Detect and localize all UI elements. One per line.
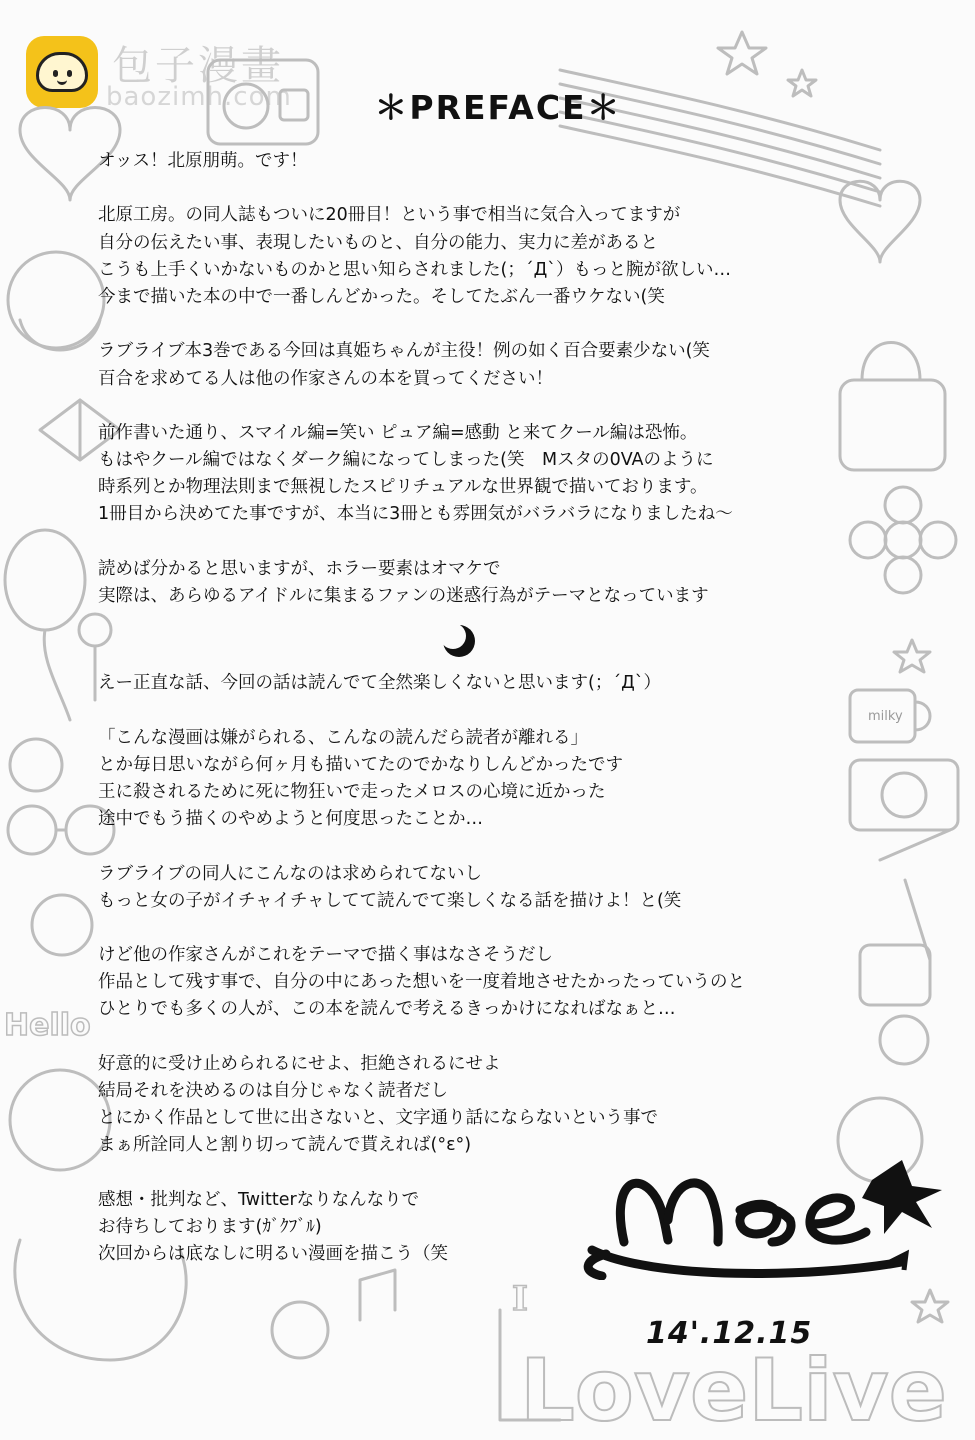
- paragraph-gap: [98, 529, 838, 556]
- text-line: こうも上手くいかないものかと思い知らされました(；´Д`）もっと腕が欲しい…: [98, 259, 731, 280]
- text-line: 「こんな漫画は嫌がられる、こんなの読んだら読者が離れる」: [98, 727, 588, 748]
- crescent-moon-icon: [442, 624, 476, 658]
- text-line: お待ちしております(ｶﾞｸﾌﾞﾙ): [98, 1216, 322, 1237]
- text-line: 好意的に受け止められるにせよ、拒絶されるにせよ: [98, 1053, 501, 1074]
- text-line: 実際は、あらゆるアイドルに集まるファンの迷惑行為がテーマとなっています: [98, 586, 709, 606]
- moon-divider: [98, 610, 838, 670]
- paragraph-gap: [98, 175, 838, 202]
- signature-date: 14'.12.15: [646, 1316, 813, 1351]
- text-line: 時系列とか物理法則まで無視したスピリチュアルな世界観で描いております。: [98, 477, 708, 498]
- preface-body: [98, 148, 838, 1268]
- text-line: けど他の作家さんがこれをテーマで描く事はなさそうだし: [98, 945, 553, 966]
- text-line: ラブライブの同人にこんなのは求められてないし: [98, 863, 482, 884]
- text-line: 作品として残す事で、自分の中にあった想いを一度着地させたかったっていうのと: [98, 972, 745, 993]
- watermark-url[interactable]: baozimh.com: [106, 82, 292, 112]
- doodle-hello-text: Hello: [4, 1008, 91, 1043]
- paragraph-gap: [98, 833, 838, 860]
- text-line: 王に殺されるために死に物狂いで走ったメロスの心境に近かった: [98, 781, 606, 802]
- doodle-milky-text: milky: [868, 709, 903, 724]
- text-line: 感想・批判など、Twitterなりなんなりで: [98, 1189, 420, 1210]
- text-line: 途中でもう描くのやめようと何度思ったことか…: [98, 809, 483, 830]
- text-line: とにかく作品として世に出さないと、文字通り話にならないという事で: [98, 1108, 658, 1129]
- paragraph-gap: [98, 1024, 838, 1051]
- watermark-title: 包子漫畫: [112, 43, 284, 89]
- text-line: まぁ所詮同人と割り切って読んで貰えれば(°ε°): [98, 1135, 472, 1156]
- text-line: 今まで描いた本の中で一番しんどかった。そしてたぶん一番ウケない(笑: [98, 286, 665, 307]
- text-line: 結局それを決めるのは自分じゃなく読者だし: [98, 1081, 448, 1101]
- text-line: ラブライブ本3巻である今回は真姫ちゃんが主役！例の如く百合要素少ない(笑: [98, 341, 710, 362]
- text-line: もっと女の子がイチャイチャしてて読んでて楽しくなる話を描けよ！と(笑: [98, 890, 682, 911]
- paragraph-gap: [98, 393, 838, 420]
- text-line: 自分の伝えたい事、表現したいものと、自分の能力、実力に差があると: [98, 232, 658, 253]
- text-line: 次回からは底なしに明るい漫画を描こう（笑: [98, 1244, 448, 1265]
- text-line: 1冊目から決めてた事ですが、本当に3冊とも雰囲気がバラバラになりましたね～: [98, 504, 733, 525]
- text-line: オッス！北原朋萌。です！: [98, 151, 308, 171]
- text-line: とか毎日思いながら何ヶ月も描いてたのでかなりしんどかったです: [98, 754, 623, 775]
- text-line: もはやクール編ではなくダーク編になってしまった(笑 Mスタの0VAのように: [98, 450, 714, 471]
- text-line: 北原工房。の同人誌もついに20冊目！という事で相当に気合入ってますが: [98, 205, 681, 226]
- text-line: ひとりでも多くの人が、この本を読んで考えるきっかけになればなぁと…: [98, 999, 676, 1020]
- text-line: 前作書いた通り、スマイル編=笑い ピュア編=感動 と来てクール編は恐怖。: [98, 422, 698, 443]
- text-line: 百合を求めてる人は他の作家さんの本を買ってください！: [98, 368, 553, 389]
- author-signature: [572, 1150, 952, 1280]
- paragraph-gap: [98, 697, 838, 724]
- paragraphs-before: [98, 148, 838, 610]
- text-line: 読めば分かると思いますが、ホラー要素はオマケで: [98, 558, 501, 579]
- paragraph-gap: [98, 915, 838, 942]
- text-line: えー正直な話、今回の話は読んでて全然楽しくないと思います(；´Д`）: [98, 673, 661, 694]
- doodle-i-text: I: [512, 1279, 528, 1319]
- page-title: ＊PREFACE＊: [374, 88, 622, 127]
- doodle-lovelive-text: LoveLive: [520, 1341, 947, 1440]
- paragraph-gap: [98, 311, 838, 338]
